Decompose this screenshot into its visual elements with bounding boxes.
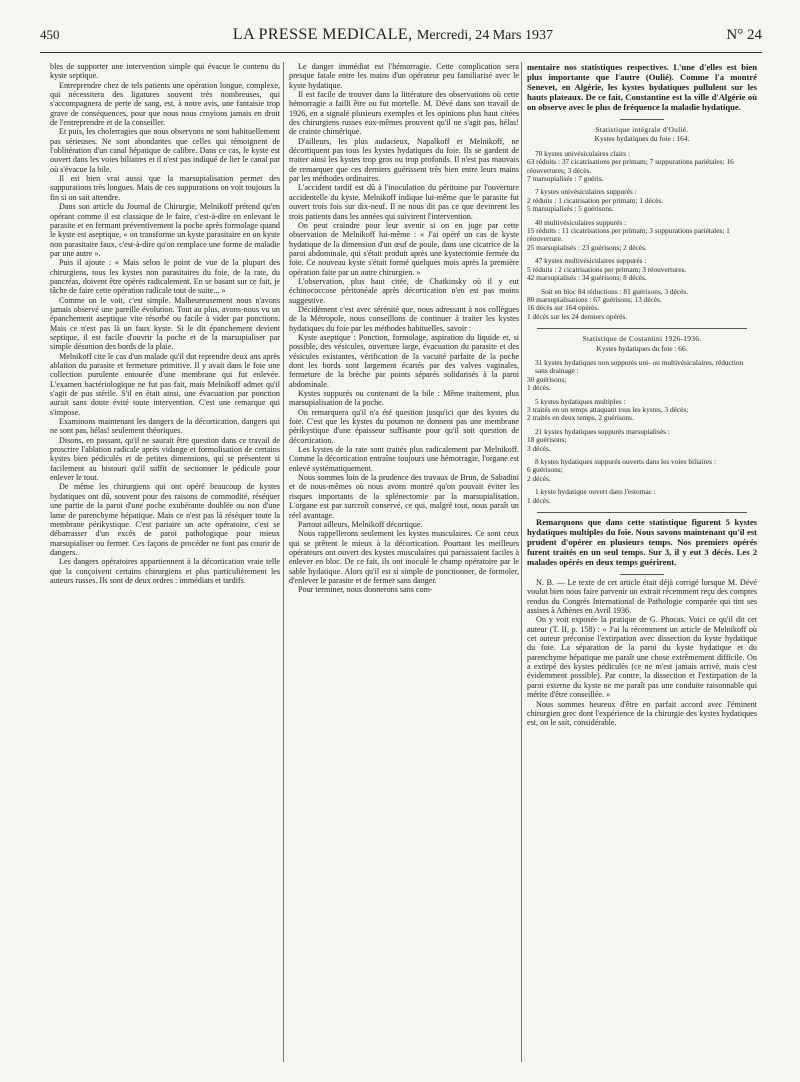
note-paragraph: N. B. — Le texte de cet article était déjà corrigé lorsque M. Dévé voulut bien nous faire parvenir un extrait récemment reçu des comptes rendus du Congrès International de Pathologie comparée qui tint ses assises à Athènes en Avril 1936. <box>527 578 757 616</box>
stat-line: 15 réduits : 11 cicatrisations per primam; 3 suppurations pariétales; 1 réouverture. <box>527 226 730 244</box>
paragraph: Dans son article du Journal de Chirurgie, Melnikoff prétend qu'en opérant comme il est classique de le faire, c'est-à-dire en enlevant le parasite et en fermant préventivement la poche après formolage quand le kyste est aseptique, « on transforme un kyste parasitaire en un kyste non parasitaire faux, c'est-à-dire qu'on remplace une forme de maladie par une autre ». <box>50 202 280 258</box>
note-paragraph: Nous sommes heureux d'être en parfait accord avec l'éminent chirurgien grec dont l'expérience de la chirurgie des kystes hydatiques est, on le sait, considérable. <box>527 699 757 728</box>
stat-line: 80 marsupialisations : 67 guérisons; 13 décès. <box>527 294 662 304</box>
paragraph: Le danger immédiat est l'hémorragie. Cette complication sera presque fatale entre les mains d'un opérateur peu familiarisé avec le kyste hydatique. <box>289 62 519 90</box>
stat-title: Statistique intégrale d'Oulié. <box>595 125 689 134</box>
statistics-costantini <box>527 328 757 513</box>
paragraph: Nous sommes loin de la prudence des travaux de Brun, de Sabadini et de nous-mêmes où nous avons montré qu'on pouvait éviter les risques importants de la splénectomie par la marsupialisation. L'organe est par surcroît conservé, ce qui, malgré tout, nous paraît un réel avantage. <box>289 473 519 520</box>
divider <box>620 574 664 575</box>
stat-line: 42 marsupialisés : 34 guérisons; 8 décès. <box>527 273 647 283</box>
stat-line: 2 traités en deux temps, 2 guérisons. <box>527 413 634 423</box>
stat-category: 21 kystes hydatiques suppurés marsupialisés : <box>535 426 670 436</box>
statistics-oulie <box>527 119 757 321</box>
stat-line: 30 guérisons; <box>527 374 567 384</box>
column-left <box>50 62 280 1067</box>
stat-line: 3 traités en un temps attaquant tous les kystes, 3 décès; <box>527 404 689 414</box>
note-paragraph: On y voit exposée la pratique de G. Phocas. Voici ce qu'il dit cet auteur (T. II, p. 158) : « J'ai lu récemment un article de Melnikoff où cet auteur préconise l'extirpation avec dissection du kyste hydatique du foie. La séparation de la paroi du kyste hydatique et du parenchyme hépatique me paraît une chose extrêmement difficile. On a extirpé des kystes pédiculés (ce ne m'est jamais arrivé, mais c'est évidemment possible). Par contre, la dissection et l'extirpation de la paroi externe du kyste ne me paraît pas une conduite raisonnable qui mérite d'être conseillée. » <box>527 615 757 700</box>
paragraph: Les dangers opératoires appartiennent à la décortication vraie telle que la conçoivent certains chirurgiens et plus particulièrement les auteurs russes. Ils sont de deux ordres : immédiats et tardifs. <box>50 557 280 585</box>
paragraph: mentaire nos statistiques respectives. L'une d'elles est bien plus importante que l'autre (Oulié). Comme l'a montré Senevet, en Algérie, les kystes hydatiques pullulent sur les hauts plateaux. De ce fait, Constantine est la ville d'Algérie où on observe avec le plus de fréquence la maladie hydatique. <box>527 62 757 112</box>
stat-subtitle: Kystes hydatiques du foie : 66. <box>596 343 688 353</box>
stat-line: 5 réduits : 2 cicatrisations per primam; 3 réouvertures. <box>527 264 687 274</box>
stat-category: 70 kystes univésiculaires clairs : <box>535 148 631 158</box>
stat-line: 2 réduits : 1 cicatrisation per primam; 1 décès. <box>527 195 664 205</box>
column-middle <box>289 62 519 1067</box>
paragraph: Comme on le voit, c'est simple. Malheureusement nous n'avons jamais observé une pareille évolution. Tout au plus, avons-nous vu un épanchement aseptique vite résorbé ou facile à vider par ponctions. Mais ce n'est pas là un faux kyste. Si le dit épanchement devient septique, il est facile d'ouvrir la poche et de la marsupialiser par simple désunion des bords de la plaie. <box>50 295 280 352</box>
stat-line: 16 décès sur 164 opérés. <box>527 303 599 313</box>
page-number: 450 <box>40 27 60 42</box>
paragraph: Kystes suppurés ou contenant de la bile : Même traitement, plus marsupialisation de la poche. <box>289 389 519 408</box>
page-header <box>40 26 762 53</box>
stat-title: Statistique de Costantini 1926-1936. <box>582 334 702 344</box>
stat-subtitle: Kystes hydatiques du foie : 164. <box>594 134 690 144</box>
stat-line: 5 marsupialisés : 5 guérisons. <box>527 204 614 214</box>
column-rule <box>283 62 284 1062</box>
paragraph: Melnikoff cite le cas d'un malade qu'il dut reprendre deux ans après ablation du parasite et fermeture primitive. Il y avait dans le foie une collection purulente entourée d'une membrane qui fut enlevée. L'examen bactériologique ne fut pas fait, mais Melnikoff admet qu'il s'agit de pus stérile. S'il en était ainsi, une évacuation par ponction aurait sans doute évité toute intervention. C'est une remarque qui s'impose. <box>50 351 280 417</box>
paragraph: Remarquons que dans cette statistique figurent 5 kystes hydatiques multiples du foie. Nous savons maintenant qu'il est prudent d'opérer en plusieurs temps. Nos premiers opérés furent traités en un seul temps. Sur 3, il y eut 3 décès. Les 2 malades opérés en deux temps guérirent. <box>527 517 757 568</box>
stat-category: 47 kystes multivésiculaires suppurés : <box>535 256 647 266</box>
paragraph: Entreprendre chez de tels patients une opération longue, complexe, qui nécessitera des ligatures souvent très nombreuses, qui s'accompagnera de perte de sang, est, à notre avis, une fantaisie trop grave de conséquences, pour que nous nous croyions jamais en droit de l'entreprendre et de la conseiller. <box>50 80 280 128</box>
stat-line: 2 décès. <box>527 473 551 483</box>
divider <box>537 512 747 513</box>
stat-category: 1 kyste hydatique ouvert dans l'estomac : <box>535 487 656 497</box>
stat-category: 7 kystes univésiculaires suppurés : <box>535 187 637 197</box>
paragraph: bles de supporter une intervention simple qui évacue le contenu du kyste septique. <box>50 62 280 81</box>
stat-line: 1 décès sur les 24 derniers opérés. <box>527 311 628 321</box>
column-right <box>527 62 757 1067</box>
paragraph: L'observation, plus haut citée, de Chatkinsky où il y eut échinococcose péritonéale après décortication n'en est pas moins suggestive. <box>289 276 519 305</box>
paragraph: Il est bien vrai aussi que la marsupialisation permet des suppurations très longues. Mais de ces suppurations on voit toujours la fin si on sait attendre. <box>50 174 280 202</box>
paragraph: Il est facile de trouver dans la littérature des observations où cette hémorragie a failli être ou fut mortelle. M. Dévé dans son travail de 1926, en a signalé plusieurs exemples et les opinions plus haut citées des chirurgiens russes eux-mêmes prouvent qu'il ne s'agit pas, hélas! de crainte chimérique. <box>289 90 519 137</box>
paragraph: Partout ailleurs, Melnikoff décortique. <box>298 519 423 529</box>
stat-category: 5 kystes hydatiques multiples : <box>535 396 626 406</box>
stat-line: 63 réduits : 37 cicatrisations per primam; 7 suppurations pariétales; 16 réouvertures; 3 décès. <box>527 157 734 175</box>
stat-category: 31 kystes hydatiques non suppurés uni- ou multivésiculaires, réduction sans drainage : <box>535 357 744 376</box>
stat-category: 8 kystes hydatiques suppurés ouverts dans les voies biliaires : <box>535 457 716 466</box>
paragraph: Examinons maintenant les dangers de la décortication, dangers qui ne sont pas, hélas! seulement théoriques. <box>50 417 280 436</box>
paragraph: Puis il ajoute : « Mais selon le point de vue de la plupart des chirurgiens, tous les kystes non parasitaires du foie, de la rate, du pancréas, doivent être opérés radicalement. En se basant sur ce fait, je tâche de faire cette opération radicale tout de suite... » <box>50 258 280 296</box>
paragraph: Pour terminer, nous donnerons sans com- <box>298 585 433 595</box>
column-rule <box>521 62 522 1062</box>
paragraph: On peut craindre pour leur avenir si on en juge par cette observation de Melnikoff lui-même : « J'ai opéré un cas de kyste hydatique de la dimension d'un œuf de poule, dans une cicatrice de la paroi abdominale, qui s'était produit après une kystectomie fermée du foie. Ce nouveau kyste s'était formé quelques mois après la première opération faite par un autre chirurgien. » <box>289 220 519 277</box>
stat-line: 6 guérisons; <box>527 465 563 475</box>
journal-name: LA PRESSE MEDICALE, <box>232 26 413 43</box>
stat-category: 40 multivésiculaires suppurés : <box>535 217 627 227</box>
paragraph: On remarquera qu'il n'a été question jusqu'ici que des kystes du foie. C'est que les kystes du poumon ne donnent pas une membrane périkystique d'une épaisseur suffisante pour qu'il soit question de décortication. <box>289 407 519 445</box>
paragraph: Kyste aseptique : Ponction, formolage, aspiration du liquide et, si possible, des vésicules, ouverture large, évacuation du parasite et des vésicules existantes, vérification de la vacuité parfaite de la poche dont les bords sont largement écartés par des valves vaginales, fermeture de la brèche par points séparés solidarisés à la paroi abdominale. <box>289 332 519 389</box>
stat-line: 25 marsupialisés : 23 guérisons; 2 décès. <box>527 242 647 252</box>
paragraph: L'accident tardif est dû à l'inoculation du péritoine par l'ouverture accidentelle du kyste. Melnikoff indique lui-même que le parasite fut ouvert trois fois sur dix-neuf. Il ne nous dit pas ce que devinrent les trois patients dans les années qui suivirent l'intervention. <box>289 183 519 221</box>
paragraph: Disons, en passant, qu'il ne saurait être question dans ce travail de proscrire l'ablation radicale après vidange et formolisation de certains kystes bien pédiculés et de petites dimensions, qui se présentent si facilement au bistouri qu'il suffit de sectionner le pédicule pour enlever le tout. <box>50 435 280 483</box>
paragraph: De même les chirurgiens qui ont opéré beaucoup de kystes hydatiques ont dû, souvent pour des raisons de commodité, réséquer une partie de la paroi d'une poche exubérante doublée ou non d'une lame de parenchyme hépatique. Mais ce n'est pas là réséquer toute la membrane périkystique. C'est pariaire un acte opératoire, c'est se débarrasser d'un excès de paroi pathologique pour mieux marsupialiser ou fermer. Ces façons de procéder ne font pas courir de dangers. <box>50 482 280 557</box>
paragraph: D'ailleurs, les plus audacieux, Napalkoff et Melnikoff, ne décortiquent pas tous les kystes hydatiques du foie. Ils se gardent de traiter ainsi les kystes trop gros ou trop profonds. Il n'est pas mauvais de remarquer que ces derniers guérissent très bien entre leurs mains par les méthodes ordinaires. <box>289 136 519 184</box>
journal-title <box>233 26 553 44</box>
stat-line: 3 décès. <box>527 443 551 453</box>
paragraph: Et puis, les cholerragies que nous observons ne sont habituellement pas sérieuses. Ne sont abondantes que celles qui témoignent de l'oblitération d'un canal hépatique de calibre. Dans ce cas, le kyste est ouvert dans les voies biliaires et il n'est pas indiqué de lier le canal par où s'évacue la bile. <box>50 127 280 174</box>
paragraph: Décidément c'est avec sérénité que, nous adressant à nos collègues de la Métropole, nous conseillons de continuer à traiter les kystes hydatiques du foie par les méthodes habituelles, savoir : <box>289 304 519 333</box>
stat-line: 1 décès. <box>527 495 551 505</box>
issue-number: N° 24 <box>726 27 762 43</box>
issue-date: Mercredi, 24 Mars 1937 <box>416 28 553 43</box>
divider <box>620 119 664 120</box>
paragraph: Nous rappellerons seulement les kystes musculaires. Ce sont ceux qui se prêtent le mieux à la décortication. Pourtant les meilleurs opérateurs ont ouvert des kystes musculaires qui paraissaient faciles à enlever en bloc. De ce fait, ils ont inoculé le champ opératoire par le sable hydatique. Alors qu'il est si simple de ponctionner, de formoler, d'enlever le parasite et de fermer sans danger. <box>289 529 519 585</box>
stat-line: 7 marsupialisés : 7 guéris. <box>527 174 604 184</box>
stat-line: 18 guérisons; <box>527 435 567 445</box>
paragraph: Les kystes de la rate sont traités plus radicalement par Melnikoff. Comme la décortication entraîne toujours une hémorragie, l'organe est enlevé systématiquement. <box>289 445 519 473</box>
stat-line: 1 décès. <box>527 383 551 393</box>
divider <box>537 328 747 329</box>
stat-summary: Soit en bloc 84 réductions : 81 guérisons, 3 décès. <box>541 286 689 296</box>
